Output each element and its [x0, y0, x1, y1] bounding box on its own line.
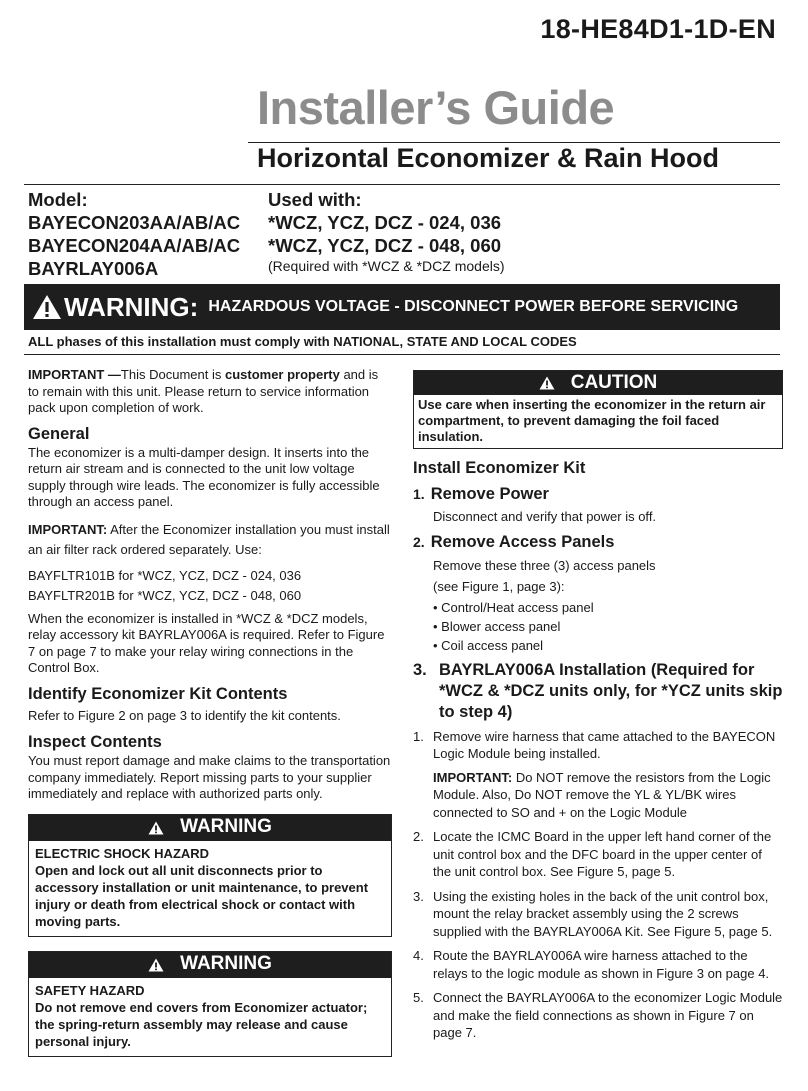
list-item: 5. Connect the BAYRLAY006A to the economizer Logic Module and make the field connections as shown in Figure 7 on page 7.: [413, 990, 783, 1040]
list-item: 1. Remove wire harness that came attached to the BAYECON Logic Module being installed.: [413, 728, 776, 761]
install-heading: Install Economizer Kit: [413, 459, 586, 477]
warning-box-header: WARNING: [29, 815, 391, 841]
used-with-line: *WCZ, YCZ, DCZ - 024, 036: [268, 212, 502, 233]
used-with-block: [268, 188, 505, 276]
general-text: The economizer is a multi-damper design. It inserts into the return air stream and is connected to the unit low voltage supply through wire leads. The economizer is fully accessible through an access panel.: [28, 444, 380, 509]
hazardous-voltage-warning-bar: [24, 284, 780, 330]
caution-text: Use care when inserting the economizer in the return air compartment, to prevent damaging the foil faced insulation.: [418, 397, 766, 444]
warning-box-body: [29, 978, 391, 1056]
warning-bar-title: WARNING:: [64, 291, 199, 322]
warning-box-header: WARNING: [29, 952, 391, 978]
step-2-text: Remove these three (3) access panels: [433, 557, 656, 573]
model-label: Model:: [28, 189, 88, 210]
caution-box-header: CAUTION: [414, 371, 782, 395]
filter-line-2: BAYFLTR201B for *WCZ, YCZ, DCZ - 048, 060: [28, 587, 302, 603]
filter-line-1: BAYFLTR101B for *WCZ, YCZ, DCZ - 024, 036: [28, 567, 302, 583]
warning-box-text: Do not remove end covers from Economizer actuator; the spring-return assembly may release and cause personal injury.: [35, 999, 368, 1049]
logic-module-important: IMPORTANT: Do NOT remove the resistors from the Logic Module. Also, Do NOT remove the YL & YL/BK wires connected to SO and + on the Logic Module: [433, 769, 771, 820]
list-item: 4. Route the BAYRLAY006A wire harness attached to the relays to the logic module as shown in Figure 3 on page 4.: [413, 948, 770, 981]
used-with-label: Used with:: [268, 189, 362, 210]
step-2-text: (see Figure 1, page 3):: [433, 578, 565, 594]
warning-triangle-icon: [539, 376, 555, 390]
warning-bar-text: HAZARDOUS VOLTAGE - DISCONNECT POWER BEFORE SERVICING: [208, 298, 739, 315]
list-item: • Control/Heat access panel: [433, 599, 594, 615]
warning-box-body: [29, 841, 391, 936]
warning-box-text: Open and lock out all unit disconnects prior to accessory installation or unit maintenance, to prevent injury or death from electrical shock or contact with moving parts.: [35, 862, 369, 929]
used-with-note: (Required with *WCZ & *DCZ models): [268, 258, 505, 274]
general-heading: General: [28, 424, 90, 443]
step-1-text: Disconnect and verify that power is off.: [433, 509, 657, 524]
filter-important: IMPORTANT: After the Economizer installation you must install an air filter rack ordered separately. Use:: [28, 521, 390, 557]
step-3-heading: 3. BAYRLAY006A Installation (Required for *WCZ & *DCZ units only, for *YCZ units skip to step 4): [413, 660, 783, 721]
list-item: 2. Locate the ICMC Board in the upper left hand corner of the unit control box and the DFC board in the upper center of the unit control box. See Figure 5, page 5.: [413, 829, 772, 879]
warning-triangle-icon: [148, 958, 164, 972]
list-item: • Blower access panel: [433, 618, 561, 634]
page-title: Installer’s Guide: [257, 81, 615, 134]
caution-box: [413, 370, 783, 449]
page-subtitle: Horizontal Economizer & Rain Hood: [257, 143, 720, 173]
inspect-heading: Inspect Contents: [28, 733, 162, 751]
warning-triangle-icon: [32, 294, 62, 320]
step-2-body: [413, 556, 783, 655]
model-block: [28, 188, 240, 280]
model-line: BAYECON203AA/AB/AC: [28, 212, 241, 233]
warning-box-title: SAFETY HAZARD: [35, 982, 145, 998]
step-2-heading: 2. Remove Access Panels: [413, 532, 615, 551]
inspect-text: You must report damage and make claims to the transportation company immediately. Report missing parts to your supplier immediately and replace with authorized parts only.: [28, 753, 391, 801]
right-column: [413, 370, 783, 1042]
model-line: BAYRLAY006A: [28, 258, 159, 279]
used-with-line: *WCZ, YCZ, DCZ - 048, 060: [268, 235, 502, 256]
codes-divider: [24, 354, 780, 355]
codes-compliance-line: ALL phases of this installation must comply with NATIONAL, STATE AND LOCAL CODES: [28, 334, 577, 349]
list-item: 3. Using the existing holes in the back of the unit control box, mount the relay bracket assembly using the 2 screws supplied with the BAYRLAY006A Kit. See Figure 5, page 5.: [413, 888, 773, 939]
important-notice: IMPORTANT —This Document is customer property and is to remain with this unit. Please return to service information pack upon completion of work.: [28, 367, 379, 415]
relay-text: When the economizer is installed in *WCZ & *DCZ models, relay accessory kit BAYRLAY006A is required. Refer to Figure 7 on page 7 to make your relay wiring connections in the Control Box.: [28, 610, 385, 675]
left-column: [28, 367, 392, 1057]
list-item: • Coil access panel: [433, 637, 544, 653]
warning-triangle-icon: [148, 821, 164, 835]
warning-box-title: ELECTRIC SHOCK HAZARD: [35, 845, 210, 861]
identify-heading: Identify Economizer Kit Contents: [28, 684, 288, 703]
electric-shock-warning-box: [28, 814, 392, 937]
document-number: 18-HE84D1-1D-EN: [540, 14, 776, 44]
model-divider: [24, 184, 780, 185]
model-line: BAYECON204AA/AB/AC: [28, 235, 241, 256]
identify-text: Refer to Figure 2 on page 3 to identify the kit contents.: [28, 707, 341, 723]
safety-hazard-warning-box: [28, 951, 392, 1057]
relay-substeps: [413, 728, 783, 1042]
step-1-heading: 1. Remove Power: [413, 485, 549, 503]
